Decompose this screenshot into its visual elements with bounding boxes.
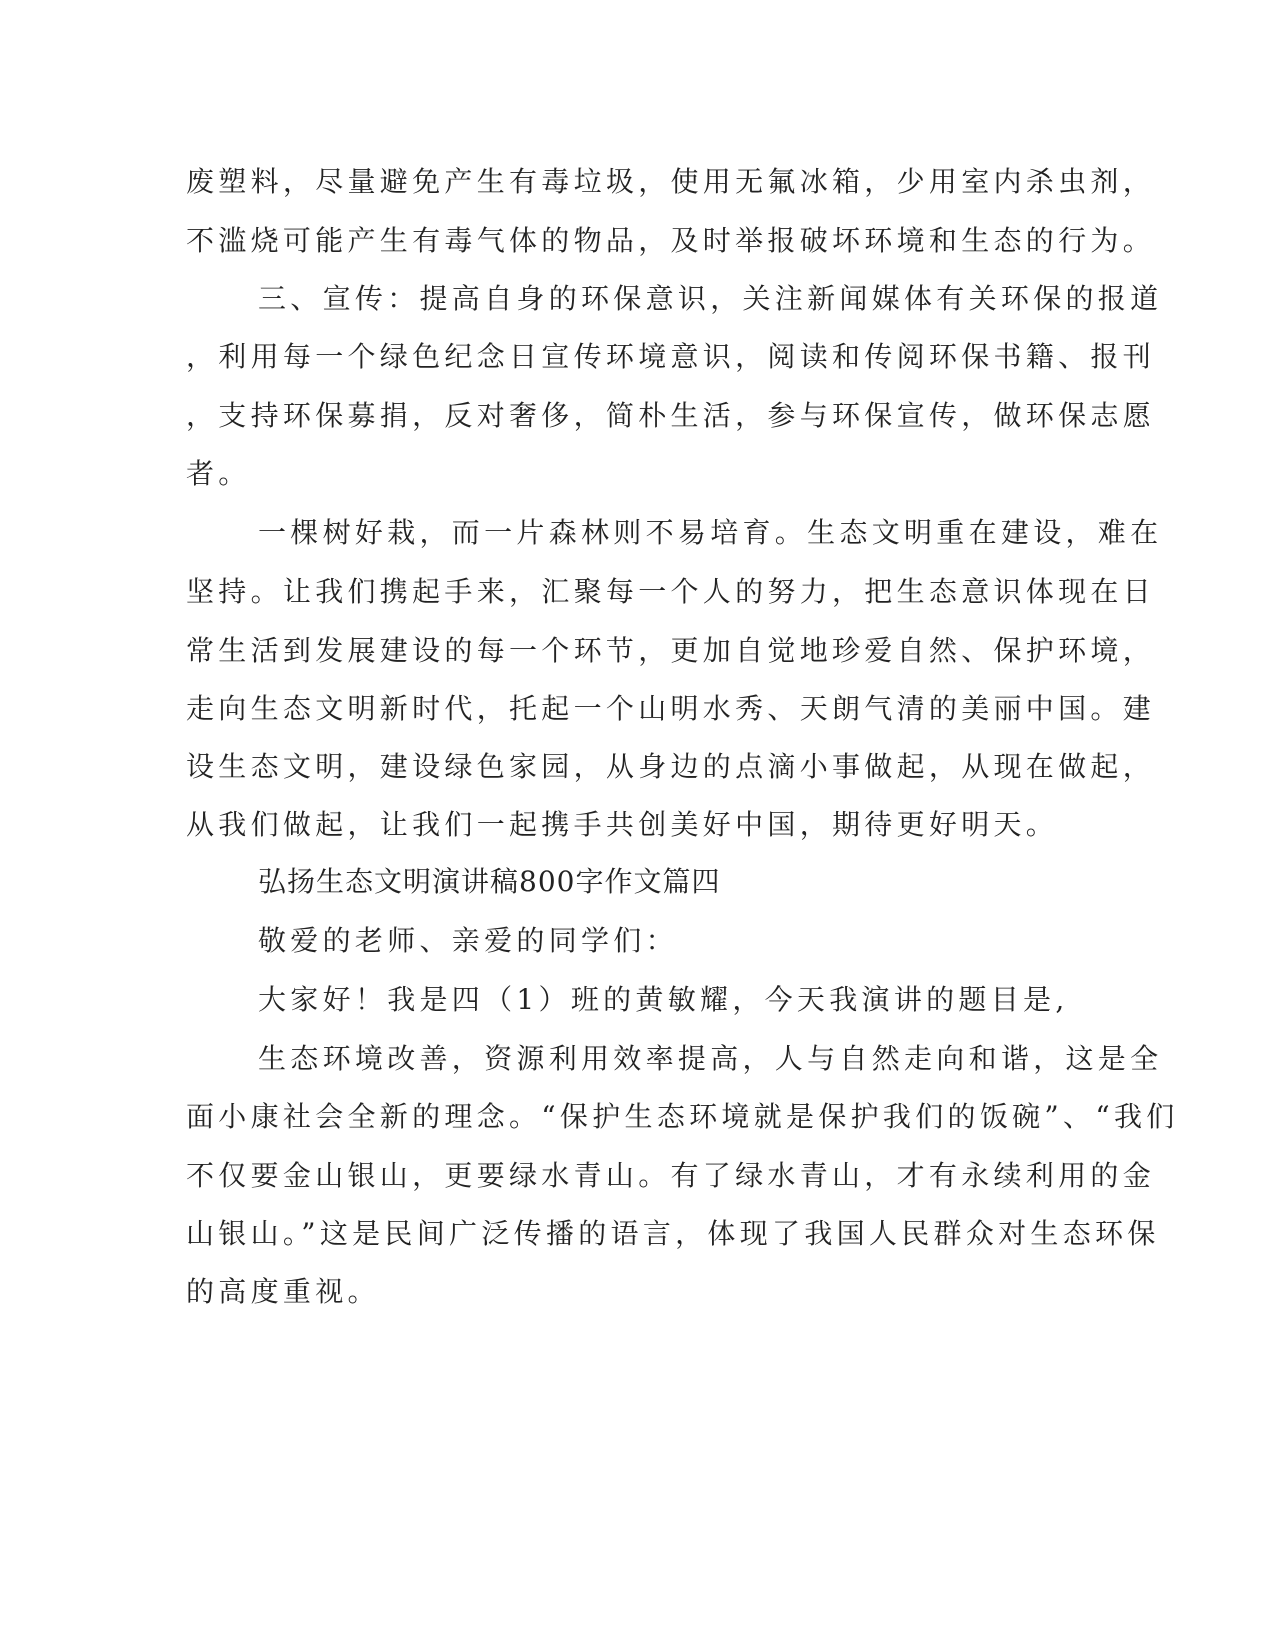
text-line: 常生活到发展建设的每一个环节，更加自觉地珍爱自然、保护环境， [186,634,1156,667]
text-line: 三、宣传：提高自身的环保意识，关注新闻媒体有关环保的报道 [258,282,1163,315]
section-heading: 弘扬生态文明演讲稿800字作文篇四 [258,865,721,898]
text-line: 者。 [186,457,251,490]
text-line: ，支持环保募捐，反对奢侈，简朴生活，参与环保宣传，做环保志愿 [186,399,1156,432]
text-line: 废塑料，尽量避免产生有毒垃圾，使用无氟冰箱，少用室内杀虫剂， [186,165,1156,198]
text-line: 走向生态文明新时代，托起一个山明水秀、天朗气清的美丽中国。建 [186,692,1156,725]
salutation: 敬爱的老师、亲爱的同学们： [258,924,678,957]
text-line: 不滥烧可能产生有毒气体的物品，及时举报破坏环境和生态的行为。 [186,224,1156,257]
text-line: 一棵树好栽，而一片森林则不易培育。生态文明重在建设，难在 [258,516,1163,549]
text-line: ，利用每一个绿色纪念日宣传环境意识，阅读和传阅环保书籍、报刊 [186,340,1156,373]
text-line: 从我们做起，让我们一起携手共创美好中国，期待更好明天。 [186,808,1059,841]
text-line: 的高度重视。 [186,1275,380,1308]
text-line: 大家好！我是四（1）班的黄敏耀，今天我演讲的题目是, [258,983,1069,1016]
text-line: 山银山。”这是民间广泛传播的语言，体现了我国人民群众对生态环保 [186,1217,1160,1250]
text-line: 面小康社会全新的理念。“保护生态环境就是保护我们的饭碗”、“我们 [186,1100,1179,1133]
text-line: 设生态文明，建设绿色家园，从身边的点滴小事做起，从现在做起， [186,750,1156,783]
text-line: 坚持。让我们携起手来，汇聚每一个人的努力，把生态意识体现在日 [186,575,1156,608]
text-line: 生态环境改善，资源利用效率提高，人与自然走向和谐，这是全 [258,1042,1163,1075]
text-line: 不仅要金山银山，更要绿水青山。有了绿水青山，才有永续利用的金 [186,1159,1156,1192]
